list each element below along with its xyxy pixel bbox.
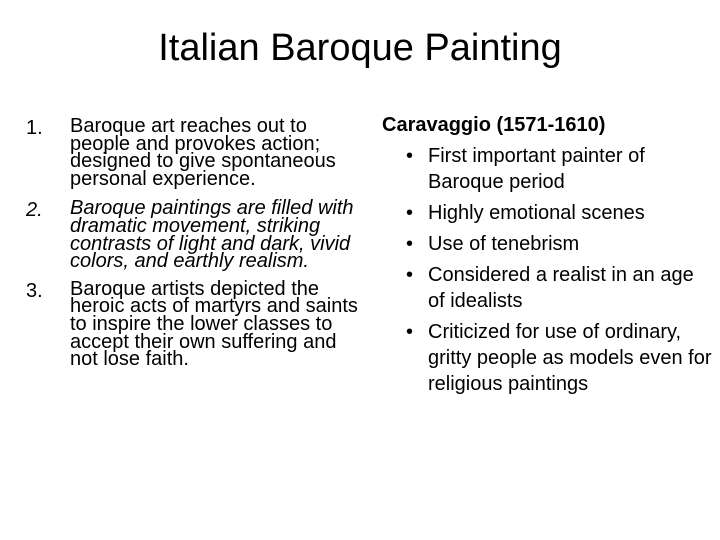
numbered-list [26,115,358,371]
bullet-item [382,262,712,314]
item-text: Baroque paintings are filled with dramatic movement, striking contrasts of light and dark, vivid colors, and earthly realism. [70,197,354,273]
item-number: 3. [26,279,43,302]
bullet-text: Considered a realist in an age of idealists [428,264,694,312]
item-text: Baroque art reaches out to people and provokes action; designed to give spontaneous personal experience. [70,115,336,190]
artist-panel [382,112,712,397]
slide-title: Italian Baroque Painting [158,27,562,69]
numbered-item [26,197,356,273]
bullet-icon: • [406,321,414,343]
bullet-text: Use of tenebrism [428,233,580,255]
bullet-item [382,231,712,257]
numbered-item [26,115,356,190]
item-text: Baroque artists depicted the heroic acts of martyrs and saints to inspire the lower classes to accept their own suffering and not lose faith. [70,277,358,371]
bullet-text: Highly emotional scenes [428,202,645,224]
bullet-item [382,200,712,226]
bullet-item [382,143,712,195]
bullet-text: First important painter of Baroque period [428,145,645,193]
item-number: 2. [26,199,43,222]
item-number: 1. [26,117,43,139]
bullet-icon: • [406,264,414,286]
artist-heading: Caravaggio (1571-1610) [382,114,606,136]
bullet-list [382,143,712,397]
bullet-icon: • [406,145,414,167]
bullet-text: Criticized for use of ordinary, gritty people as models even for religious paintings [428,321,712,395]
bullet-icon: • [406,202,414,224]
bullet-icon: • [406,233,414,255]
bullet-item [382,319,712,397]
numbered-item [26,277,358,371]
